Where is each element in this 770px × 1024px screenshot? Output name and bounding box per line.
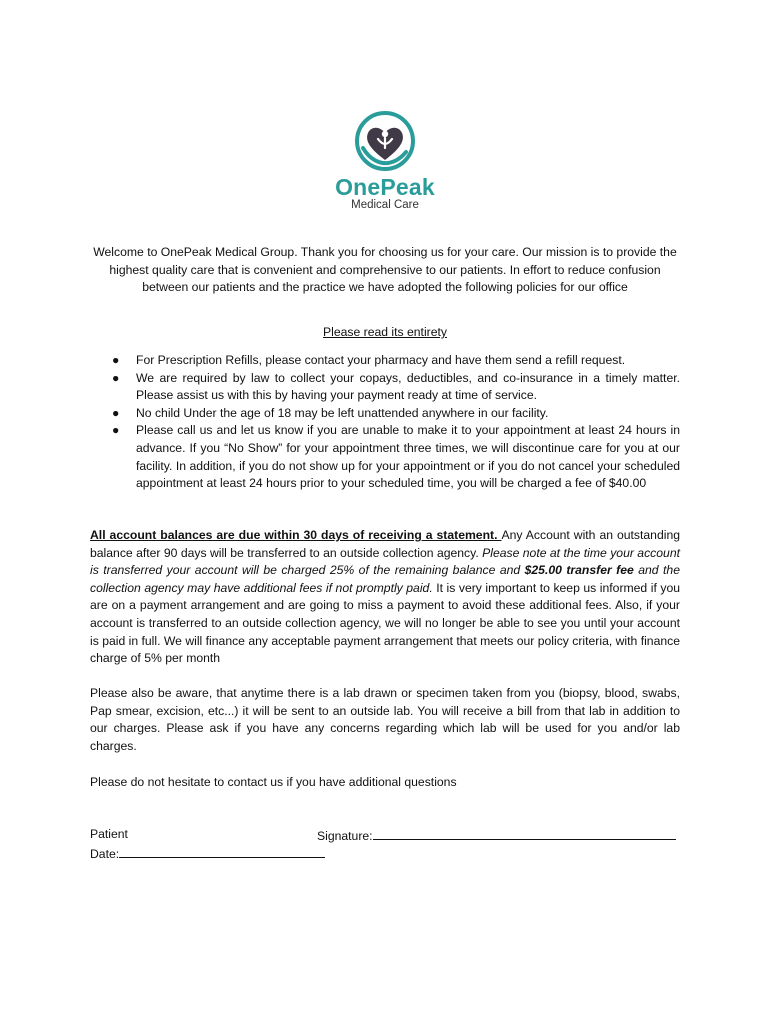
balances-paragraph bbox=[90, 527, 680, 668]
read-notice: Please read its entirety bbox=[323, 325, 447, 339]
bullet-icon: ● bbox=[112, 370, 120, 385]
signature-line[interactable] bbox=[373, 826, 676, 840]
policy-children: No child Under the age of 18 may be left unattended anywhere in our facility. bbox=[136, 405, 549, 420]
date-label: Date: bbox=[90, 847, 120, 861]
balances-text-1: Any Account with an outstanding balance after 90 days will be transferred to an outside collection agency. bbox=[90, 528, 680, 560]
bullet-icon: ● bbox=[112, 423, 120, 438]
transfer-fee: $25.00 transfer fee bbox=[524, 563, 634, 578]
bullet-icon: ● bbox=[112, 353, 120, 367]
signature-field bbox=[317, 826, 676, 846]
policy-copays: We are required by law to collect your copays, deductibles, and co-insurance in a timely matter. Please assist us with this by having your payment ready at time of service. bbox=[136, 370, 680, 403]
date-line[interactable] bbox=[119, 844, 325, 858]
balances-italic-2: and the collection agency may have additional fees if not promptly paid. bbox=[90, 563, 680, 595]
contact-paragraph: Please do not hesitate to contact us if you have additional questions bbox=[90, 775, 457, 789]
policy-refills: For Prescription Refills, please contact your pharmacy and have them send a refill request. bbox=[136, 353, 626, 367]
patient-label: Patient bbox=[90, 827, 128, 841]
list-item bbox=[90, 405, 680, 423]
balances-text-2: It is very important to keep us informed if you are on a payment arrangement and are going to miss a payment to avoid these additional fees. Also, if your account is transferred to an outside collection agency, we will no longer be able to see you until your account is paid in full. We will finance any acceptable payment arrangement that meets our policy criteria, with finance charge of 5% per month bbox=[90, 580, 681, 666]
policy-no-show: Please call us and let us know if you are unable to make it to your appointment at least 24 hours in advance. If you “No Show” for your appointment three times, we will discontinue care for you at our facility. In addition, if you do not show up for your appointment or if you do not cancel your scheduled appointment at least 24 hours prior to your scheduled time, you will be charged a fee of $40.00 bbox=[136, 423, 680, 491]
lab-paragraph: Please also be aware, that anytime there is a lab drawn or specimen taken from you (biopsy, blood, swabs, Pap smear, excision, etc...) it will be sent to an outside lab. You will receive a bill from that lab in addition to our charges. Please ask if you have any concerns regarding which lab will be used for you and/or lab charges. bbox=[90, 686, 680, 753]
welcome-paragraph: Welcome to OnePeak Medical Group. Thank you for choosing us for your care. Our mission is to provide the highest quality care that is convenient and comprehensive to our patients. In effort to reduce confusion between our patients and the practice we have adopted the following policies for our office bbox=[93, 245, 677, 295]
policy-list bbox=[90, 352, 680, 493]
list-item bbox=[90, 370, 680, 405]
bullet-icon: ● bbox=[112, 405, 120, 420]
signature-label: Signature: bbox=[317, 829, 373, 843]
list-item bbox=[90, 422, 680, 492]
onepeak-logo bbox=[310, 110, 460, 216]
heart-hands-icon bbox=[354, 110, 416, 172]
logo-brand-name: OnePeak bbox=[335, 174, 435, 200]
logo-subtitle: Medical Care bbox=[351, 199, 419, 211]
balances-heading: All account balances are due within 30 days of receiving a statement. bbox=[90, 528, 502, 542]
balances-italic-1: Please note at the time your account is transferred your account will be charged 25% of the remaining balance and bbox=[90, 545, 680, 578]
list-item bbox=[90, 352, 680, 370]
date-field bbox=[90, 844, 325, 864]
